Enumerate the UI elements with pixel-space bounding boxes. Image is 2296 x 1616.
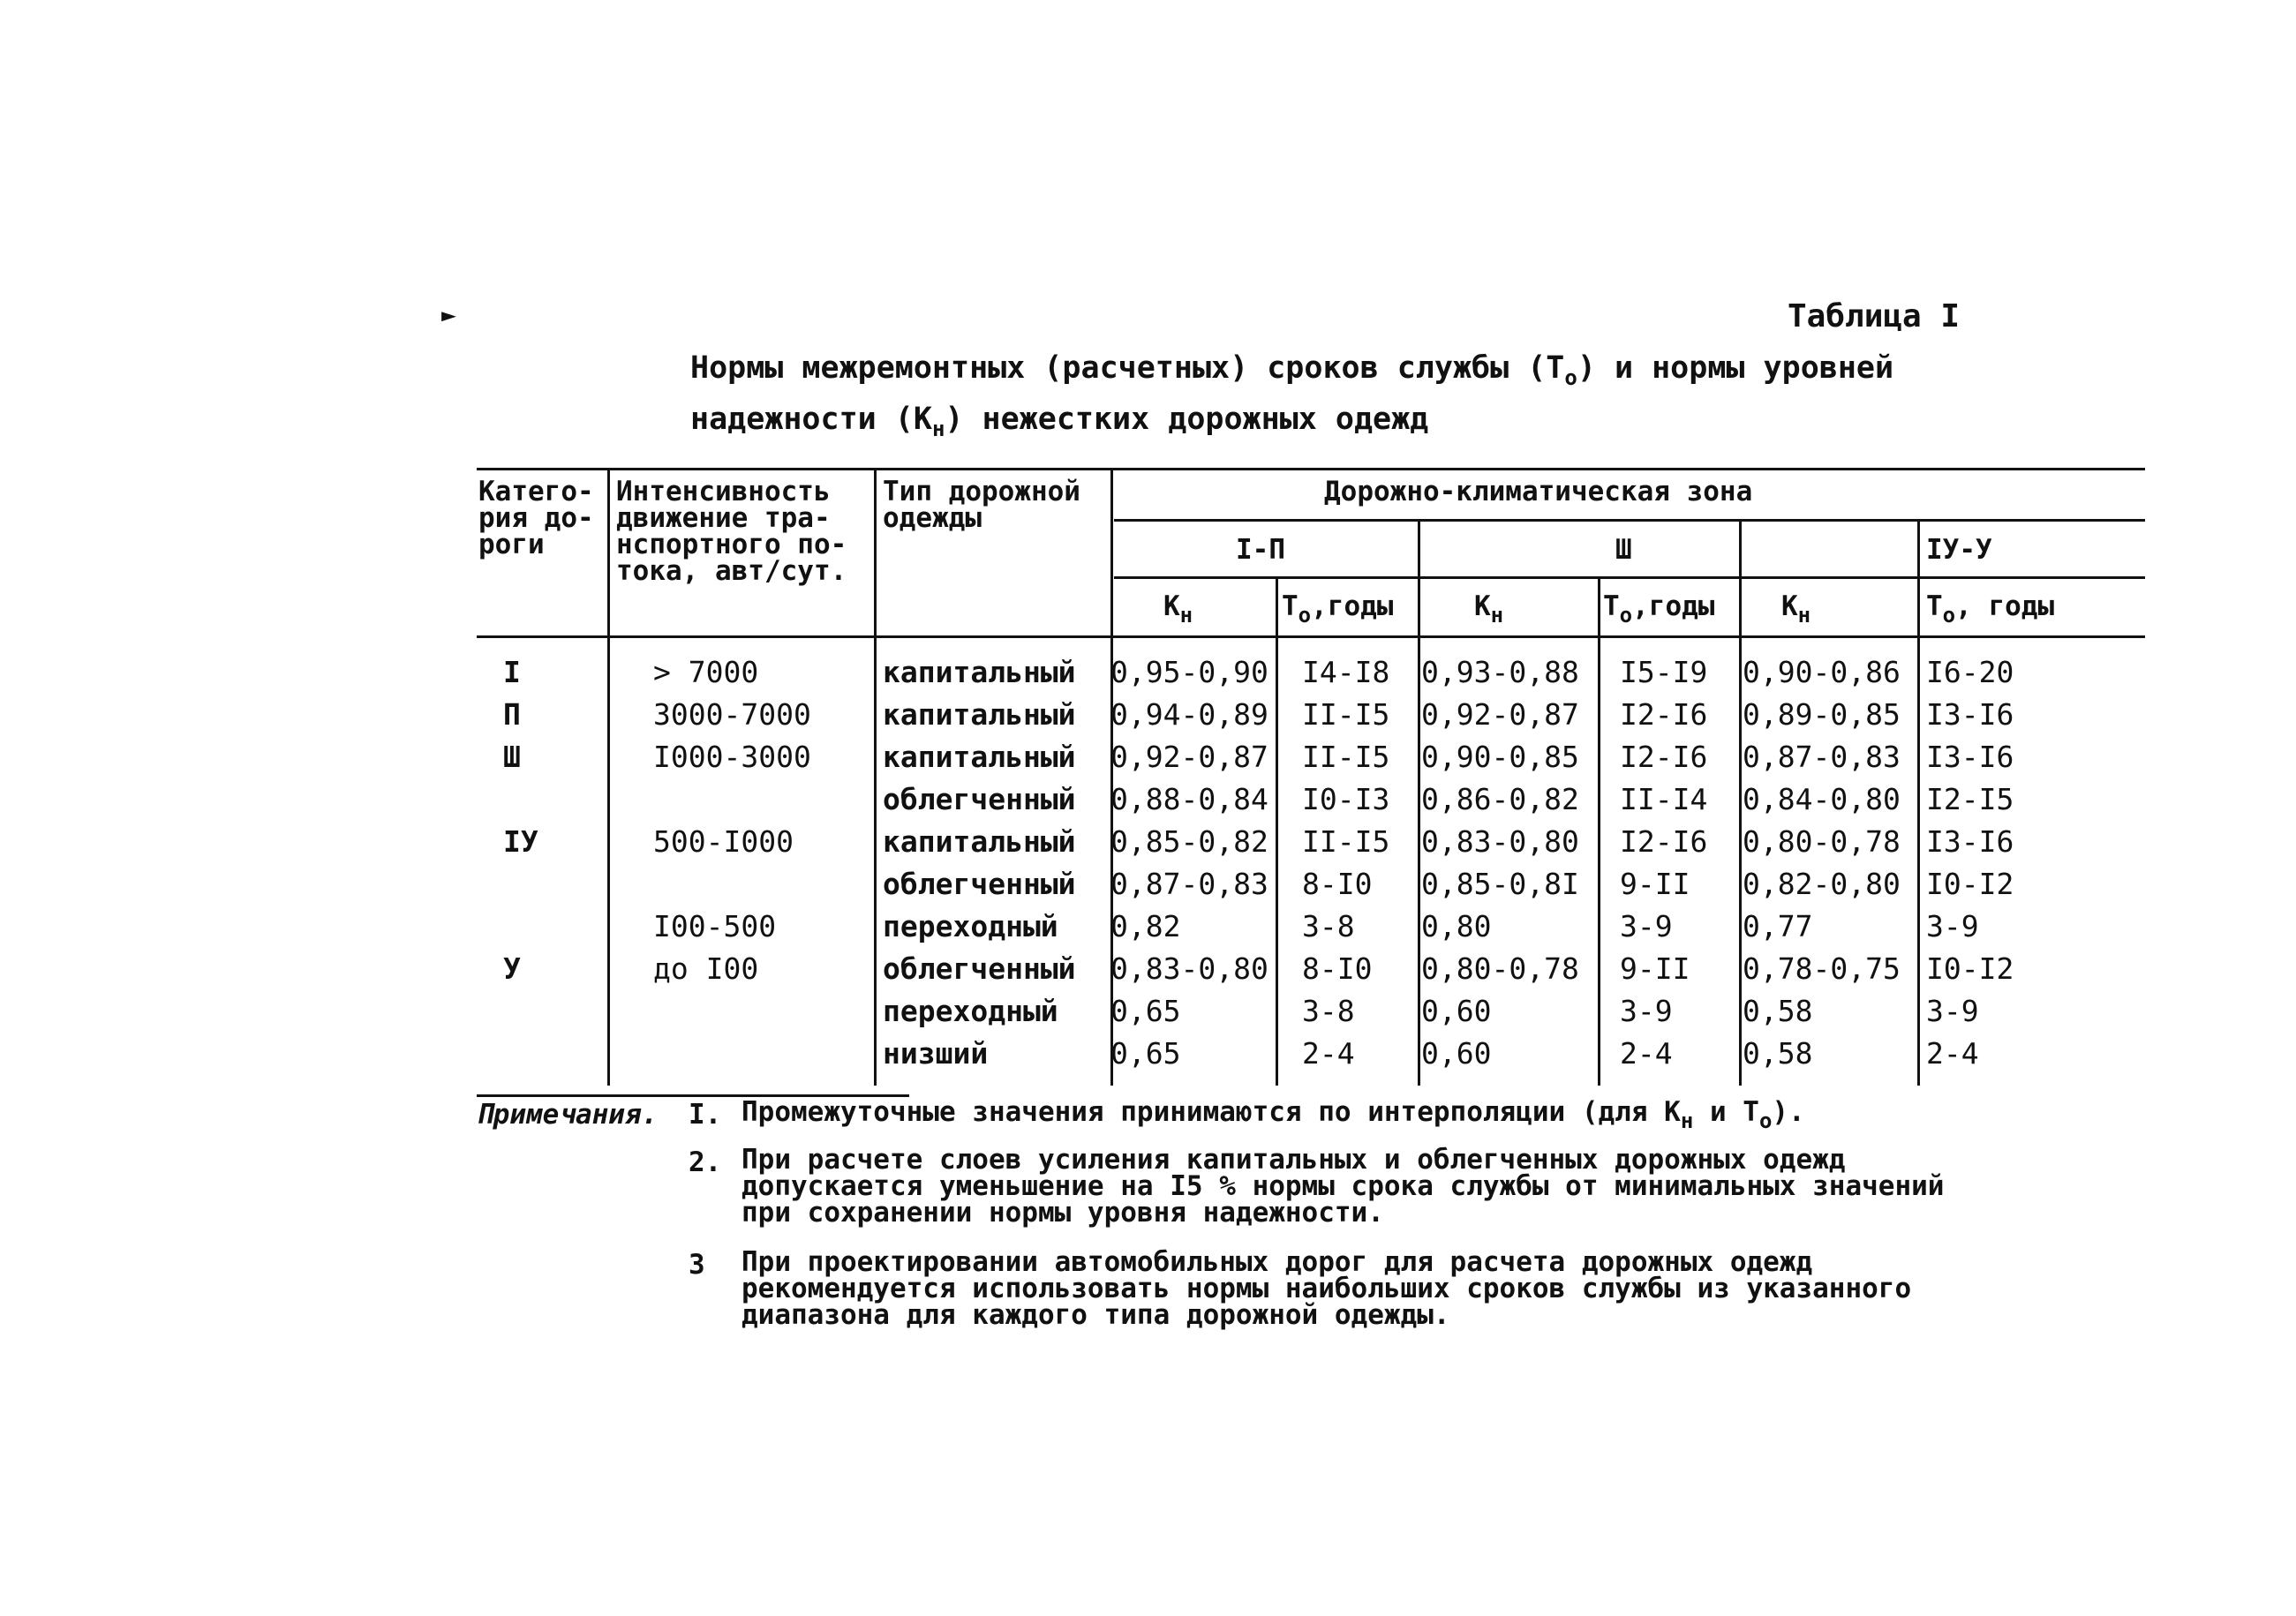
cell-t-zone-2: 2-4 — [1620, 1036, 1673, 1071]
cell-k-zone-3: 0,87-0,83 — [1743, 740, 1901, 774]
cell-t-zone-3: I6-20 — [1926, 655, 2014, 689]
norms-table — [477, 459, 2145, 1094]
note-text: При проектировании автомобильных дорог для расчета дорожных одежд рекомендуется использовать нормы наибольших сроков службы из указанного диапазона для каждого типа дорожной одежды. — [741, 1246, 1912, 1331]
col-rule-8 — [1917, 519, 1920, 1086]
cell-t-zone-1: II-I5 — [1302, 740, 1390, 774]
cell-t-zone-2: 9-II — [1620, 867, 1690, 901]
zone-name-1: I-П — [1236, 534, 1285, 566]
cell-k-zone-1: 0,65 — [1110, 1036, 1181, 1071]
cell-intensity: до I00 — [653, 951, 759, 986]
cell-t-zone-3: I0-I2 — [1926, 951, 2014, 986]
table-label: Таблица I — [1788, 298, 1961, 334]
note-text: Промежуточные значения принимаются по интерполяции (для $К_н$ и $Т_о$). — [741, 1096, 1805, 1133]
cell-type: облегченный — [883, 951, 1076, 986]
cell-type: капитальный — [883, 824, 1076, 859]
col-rule-5 — [1418, 519, 1420, 1086]
notes-prefix: Примечания. — [477, 1099, 659, 1131]
cell-t-zone-3: I0-I2 — [1926, 867, 2014, 901]
cell-intensity: I000-3000 — [653, 740, 811, 774]
header-zone: Дорожно-климатическая зона — [1324, 476, 1753, 507]
cell-t-zone-2: 3-9 — [1620, 909, 1673, 943]
note-text: При расчете слоев усиления капитальных и облегченных дорожных одежд допускается уменьшение на I5 % нормы срока службы от минимальных значений при сохранении нормы уровня надежности. — [741, 1144, 1945, 1229]
cell-k-zone-2: 0,60 — [1421, 1036, 1492, 1071]
cell-type: низший — [883, 1036, 989, 1071]
cell-t-zone-3: 3-9 — [1926, 909, 1979, 943]
cell-k-zone-1: 0,95-0,90 — [1110, 655, 1268, 689]
table-title — [690, 342, 1926, 445]
cell-k-zone-2: 0,86-0,82 — [1421, 782, 1579, 816]
notes-block — [477, 1096, 2066, 1346]
cell-category: IУ — [503, 824, 538, 859]
subheader-k-2: $К_н$ — [1474, 590, 1504, 628]
cell-type: переходный — [883, 994, 1058, 1028]
cell-k-zone-1: 0,65 — [1110, 994, 1181, 1028]
zone-names-rule — [1114, 576, 2145, 579]
note-number: I. — [689, 1099, 722, 1131]
cell-category: П — [503, 697, 521, 732]
cell-type: облегченный — [883, 782, 1076, 816]
title-line-2: надежности $(К_н)$ нежестких дорожных одежд — [690, 402, 1429, 441]
col-rule-1 — [607, 468, 610, 1086]
col-rule-2 — [874, 468, 877, 1086]
cell-t-zone-1: 8-I0 — [1302, 867, 1373, 901]
cell-t-zone-1: I0-I3 — [1302, 782, 1390, 816]
cell-k-zone-3: 0,58 — [1743, 994, 1813, 1028]
cell-k-zone-2: 0,85-0,8I — [1421, 867, 1579, 901]
cell-k-zone-3: 0,82-0,80 — [1743, 867, 1901, 901]
note-3 — [477, 1246, 2066, 1346]
cell-type: капитальный — [883, 740, 1076, 774]
header-intensity: Интенсивность движение тра- нспортного по- тока, авт/сут. — [616, 476, 847, 587]
cell-k-zone-3: 0,84-0,80 — [1743, 782, 1901, 816]
cell-category: Ш — [503, 740, 521, 774]
header-bottom-rule — [477, 635, 2145, 638]
col-rule-4 — [1276, 576, 1278, 1086]
zone-header-rule — [1114, 519, 2145, 522]
cell-k-zone-2: 0,60 — [1421, 994, 1492, 1028]
cell-k-zone-2: 0,90-0,85 — [1421, 740, 1579, 774]
subheader-t-2: $Т_о,годы$ — [1603, 590, 1715, 628]
cell-t-zone-3: I2-I5 — [1926, 782, 2014, 816]
table-top-rule — [477, 468, 2145, 470]
subheader-t-3: $Т_о$, годы — [1926, 590, 2055, 628]
zone-name-2: Ш — [1615, 534, 1632, 566]
cell-t-zone-3: I3-I6 — [1926, 740, 2014, 774]
cell-type: переходный — [883, 909, 1058, 943]
note-1 — [477, 1096, 2066, 1143]
cell-t-zone-3: 2-4 — [1926, 1036, 1979, 1071]
cell-k-zone-2: 0,80 — [1421, 909, 1492, 943]
cell-intensity: I00-500 — [653, 909, 777, 943]
cell-type: капитальный — [883, 655, 1076, 689]
cell-t-zone-2: I2-I6 — [1620, 697, 1708, 732]
cell-intensity: 3000-7000 — [653, 697, 811, 732]
cell-category: I — [503, 655, 521, 689]
cell-k-zone-3: 0,90-0,86 — [1743, 655, 1901, 689]
note-number: 2. — [689, 1146, 722, 1178]
header-category: Катего- рия до- роги — [478, 476, 594, 560]
cell-t-zone-2: 3-9 — [1620, 994, 1673, 1028]
cell-t-zone-3: I3-I6 — [1926, 824, 2014, 859]
cell-t-zone-2: II-I4 — [1620, 782, 1708, 816]
cell-k-zone-1: 0,83-0,80 — [1110, 951, 1268, 986]
col-rule-7 — [1739, 519, 1742, 1086]
cell-k-zone-2: 0,83-0,80 — [1421, 824, 1579, 859]
col-rule-6 — [1598, 576, 1600, 1086]
cell-k-zone-2: 0,92-0,87 — [1421, 697, 1579, 732]
cell-category: У — [503, 951, 521, 986]
cell-t-zone-1: 3-8 — [1302, 909, 1355, 943]
cell-t-zone-1: 2-4 — [1302, 1036, 1355, 1071]
cell-t-zone-2: I5-I9 — [1620, 655, 1708, 689]
cell-k-zone-2: 0,80-0,78 — [1421, 951, 1579, 986]
cell-t-zone-1: 3-8 — [1302, 994, 1355, 1028]
subheader-k-1: $К_н$ — [1163, 590, 1193, 628]
cell-k-zone-3: 0,78-0,75 — [1743, 951, 1901, 986]
cell-t-zone-2: I2-I6 — [1620, 740, 1708, 774]
cell-k-zone-3: 0,58 — [1743, 1036, 1813, 1071]
cell-k-zone-1: 0,88-0,84 — [1110, 782, 1268, 816]
cell-k-zone-1: 0,87-0,83 — [1110, 867, 1268, 901]
cell-t-zone-3: 3-9 — [1926, 994, 1979, 1028]
cell-t-zone-2: I2-I6 — [1620, 824, 1708, 859]
cell-t-zone-2: 9-II — [1620, 951, 1690, 986]
page-marker: ► — [441, 300, 456, 329]
cell-k-zone-2: 0,93-0,88 — [1421, 655, 1579, 689]
cell-k-zone-1: 0,85-0,82 — [1110, 824, 1268, 859]
cell-type: облегченный — [883, 867, 1076, 901]
cell-t-zone-1: I4-I8 — [1302, 655, 1390, 689]
header-type: Тип дорожной одежды — [883, 476, 1080, 534]
title-line-1: Нормы межремонтных (расчетных) сроков службы $(Т_о)$ и нормы уровней — [690, 350, 1894, 390]
zone-name-4: IУ-У — [1926, 534, 1992, 566]
cell-k-zone-3: 0,80-0,78 — [1743, 824, 1901, 859]
col-rule-3 — [1110, 468, 1113, 1086]
subheader-k-3: $К_н$ — [1781, 590, 1811, 628]
cell-t-zone-3: I3-I6 — [1926, 697, 2014, 732]
note-2 — [477, 1146, 2066, 1244]
cell-t-zone-1: II-I5 — [1302, 824, 1390, 859]
cell-k-zone-1: 0,92-0,87 — [1110, 740, 1268, 774]
cell-k-zone-3: 0,77 — [1743, 909, 1813, 943]
cell-k-zone-3: 0,89-0,85 — [1743, 697, 1901, 732]
cell-t-zone-1: II-I5 — [1302, 697, 1390, 732]
cell-intensity: 500-I000 — [653, 824, 794, 859]
note-number: 3 — [689, 1249, 705, 1281]
cell-type: капитальный — [883, 697, 1076, 732]
cell-intensity: > 7000 — [653, 655, 759, 689]
cell-t-zone-1: 8-I0 — [1302, 951, 1373, 986]
cell-k-zone-1: 0,82 — [1110, 909, 1181, 943]
cell-k-zone-1: 0,94-0,89 — [1110, 697, 1268, 732]
subheader-t-1: $Т_о,годы$ — [1282, 590, 1394, 628]
